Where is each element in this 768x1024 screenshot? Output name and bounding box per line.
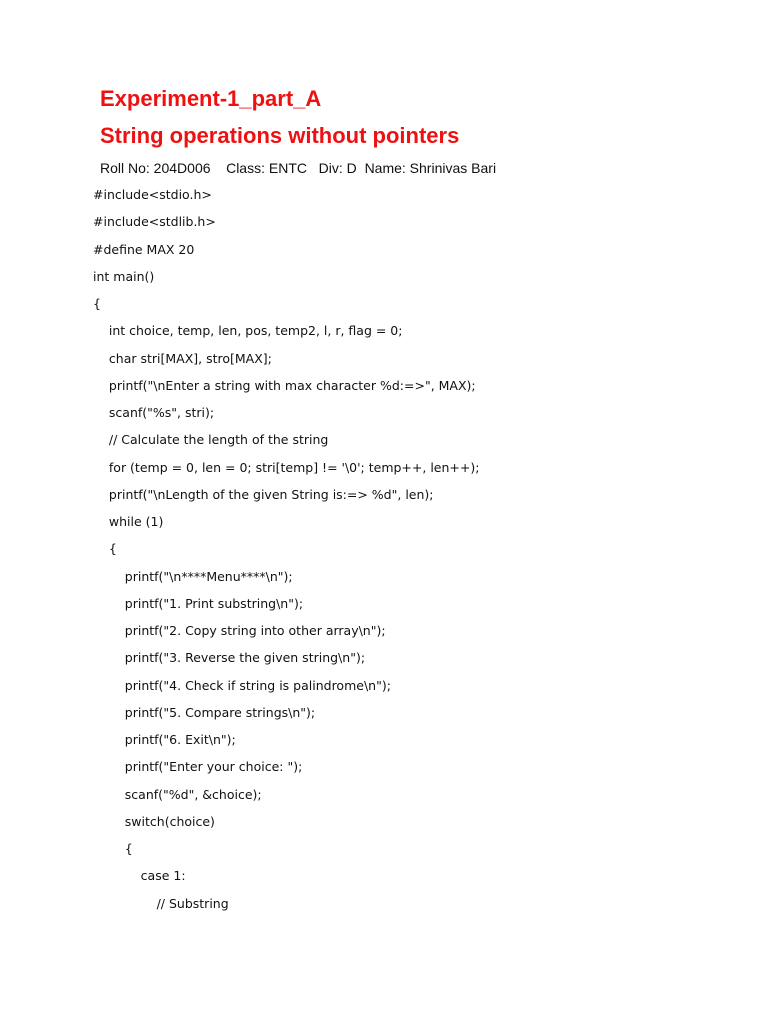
roll-number: Roll No: 204D006 — [100, 160, 211, 176]
code-line: { — [93, 296, 101, 311]
code-line: printf("\nLength of the given String is:=> %d", len); — [93, 486, 434, 502]
code-line: // Calculate the length of the string — [93, 432, 329, 448]
code-line: scanf("%d", &choice); — [93, 786, 262, 802]
code-line: printf("4. Check if string is palindrome\n"); — [93, 677, 391, 693]
code-listing — [93, 181, 479, 917]
code-line: while (1) — [93, 514, 164, 529]
code-line: { — [93, 841, 133, 856]
code-line: printf("Enter your choice: "); — [93, 759, 303, 775]
code-line: char stri[MAX], stro[MAX]; — [93, 350, 272, 366]
code-line: #define MAX 20 — [93, 241, 195, 257]
document-title: Experiment-1_part_A — [100, 86, 322, 111]
code-line: printf("\n****Menu****\n"); — [93, 568, 293, 584]
student-name: Name: Shrinivas Bari — [364, 160, 497, 176]
code-line: #include<stdio.h> — [93, 187, 212, 202]
class-info: Class: ENTC — [226, 160, 307, 176]
code-line: case 1: — [93, 868, 186, 884]
code-line: printf("2. Copy string into other array\n"); — [93, 623, 386, 638]
document-subtitle: String operations without pointers — [100, 123, 460, 148]
code-line: #include<stdlib.h> — [93, 214, 216, 230]
code-line: printf("3. Reverse the given string\n"); — [93, 650, 366, 666]
division-info: Div: D — [318, 160, 357, 176]
code-line: scanf("%s", stri); — [93, 405, 215, 420]
code-line: printf("6. Exit\n"); — [93, 732, 236, 747]
code-line: for (temp = 0, len = 0; stri[temp] != '\0'; temp++, len++); — [93, 459, 480, 475]
student-info — [100, 159, 496, 177]
code-line: { — [93, 541, 117, 557]
code-line: // Substring — [93, 895, 229, 911]
code-line: printf("5. Compare strings\n"); — [93, 704, 316, 720]
code-line: printf("\nEnter a string with max character %d:=>", MAX); — [93, 377, 476, 393]
code-line: switch(choice) — [93, 813, 215, 829]
code-line: int choice, temp, len, pos, temp2, l, r, flag = 0; — [93, 323, 403, 339]
code-line: int main() — [93, 268, 155, 284]
code-line: printf("1. Print substring\n"); — [93, 595, 304, 611]
